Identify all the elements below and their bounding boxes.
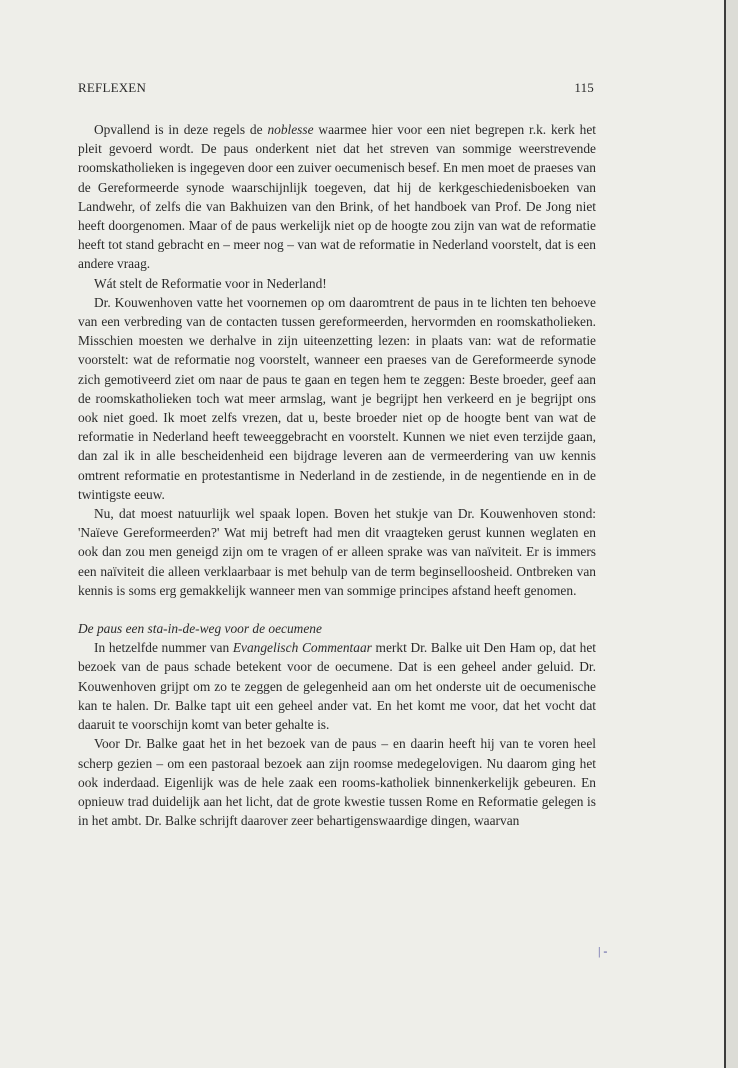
paragraph-1: Opvallend is in deze regels de noblesse waarmee hier voor een niet begrepen r.k. kerk het pleit gevoerd wordt. De paus onderkent niet dat het streven van sommige weerstrevende roomskatholieken is ingegeven door een zuiver oecumenisch besef. En men moet de praeses van de Gereformeerde synode waarschijnlijk toegeven, dat hij de kerkgeschiedenisboeken van Landwehr, of zelfs die van Bakhuizen van den Brink, of het handboek van Prof. De Jong niet heeft doorgenomen. Maar of de paus werkelijk niet op de hoogte zou zijn van wat de reformatie heeft tot stand gebracht en – meer nog – van wat de reformatie in Nederland voorstelt, dat is een andere vraag. <box>78 122 596 272</box>
body-text <box>78 120 596 830</box>
emphasis-noblesse: noblesse <box>267 122 314 137</box>
page-number: 115 <box>574 80 594 95</box>
running-header <box>78 80 594 96</box>
paragraph-2: Wát stelt de Reformatie voor in Nederland! <box>94 275 327 291</box>
paragraph-4: Nu, dat moest natuurlijk wel spaak lopen. Boven het stukje van Dr. Kouwenhoven stond: 'Naïeve Gereformeerden?' Wat mij betreft had men dit vraagteken gerust kunnen weglaten en ook dan zou men geneigd zijn om te vragen of er alleen sprake was van naïviteit. Er is immers een naïviteit die alleen verklaarbaar is met behulp van de term beginselloosheid. Ontbreken van kennis is soms erg gemakkelijk wanneer men van sommige principes afstand heeft genomen. <box>78 506 596 598</box>
page-edge <box>724 0 726 1068</box>
paragraph-6: Voor Dr. Balke gaat het in het bezoek van de paus – en daarin heeft hij van te voren heel scherp gezien – om een pastoraal bezoek aan zijn roomse medegelovigen. Nu daarom ging het ook inderdaad. Eigenlijk was de hele zaak een rooms-katholiek binnenkerkelijk gebeuren. En opnieuw trad duidelijk aan het licht, dat de grote kwestie tussen Rome en Reformatie gelegen is in het ambt. Dr. Balke schrijft daarover zeer behartigenswaardige dingen, waarvan <box>78 736 596 829</box>
emphasis-journal-title: Evangelisch Commentaar <box>232 640 372 656</box>
section-heading: De paus een sta-in-de-weg voor de oecumene <box>78 621 322 637</box>
margin-pencil-mark: | - <box>598 944 608 958</box>
running-title: REFLEXEN <box>78 80 147 95</box>
paragraph-3: Dr. Kouwenhoven vatte het voornemen op om daaromtrent de paus in te lichten ten behoeve van een verbreding van de contacten tussen gereformeerden, hervormden en roomskatholieken. Misschien moesten we derhalve in zijn uiteenzetting lezen: in plaats van: wat de reformatie voorstelt: wat de reformatie nog voorstelt, wanneer een praeses van de Gereformeerde synode zich gemotiveerd ziet om naar de paus te gaan en tegen hem te zeggen: Beste broeder, geef aan de roomskatholieken toch wat meer armslag, want je begrijpt hen verkeerd en je begrijpt ons ook niet goed. Ik moet zelfs vrezen, dat u, beste broeder niet op de hoogte bent van wat de reformatie in Nederland heeft teweeggebracht en voorstelt. Kunnen we niet even terzijde gaan, dan zal ik in alle bescheidenheid een bijdrage leveren aan de vermeerdering van uw kennis omtrent reformatie en protestantisme in Nederland in de zestiende, in de negentiende en in de twintigste eeuw. <box>78 294 596 502</box>
paragraph-5: In hetzelfde nummer van Evangelisch Commentaar merkt Dr. Balke uit Den Ham op, dat het bezoek van de paus schade betekent voor de oecumene. Dat is een geheel ander geluid. Dr. Kouwenhoven grijpt om zo te zeggen de gelegenheid aan om het onderste uit de oecumenische kan te halen. Dr. Balke tapt uit een geheel ander vat. En het komt me voor, dat het vocht dat daaruit te voorschijn komt van beter gehalte is. <box>78 640 597 733</box>
